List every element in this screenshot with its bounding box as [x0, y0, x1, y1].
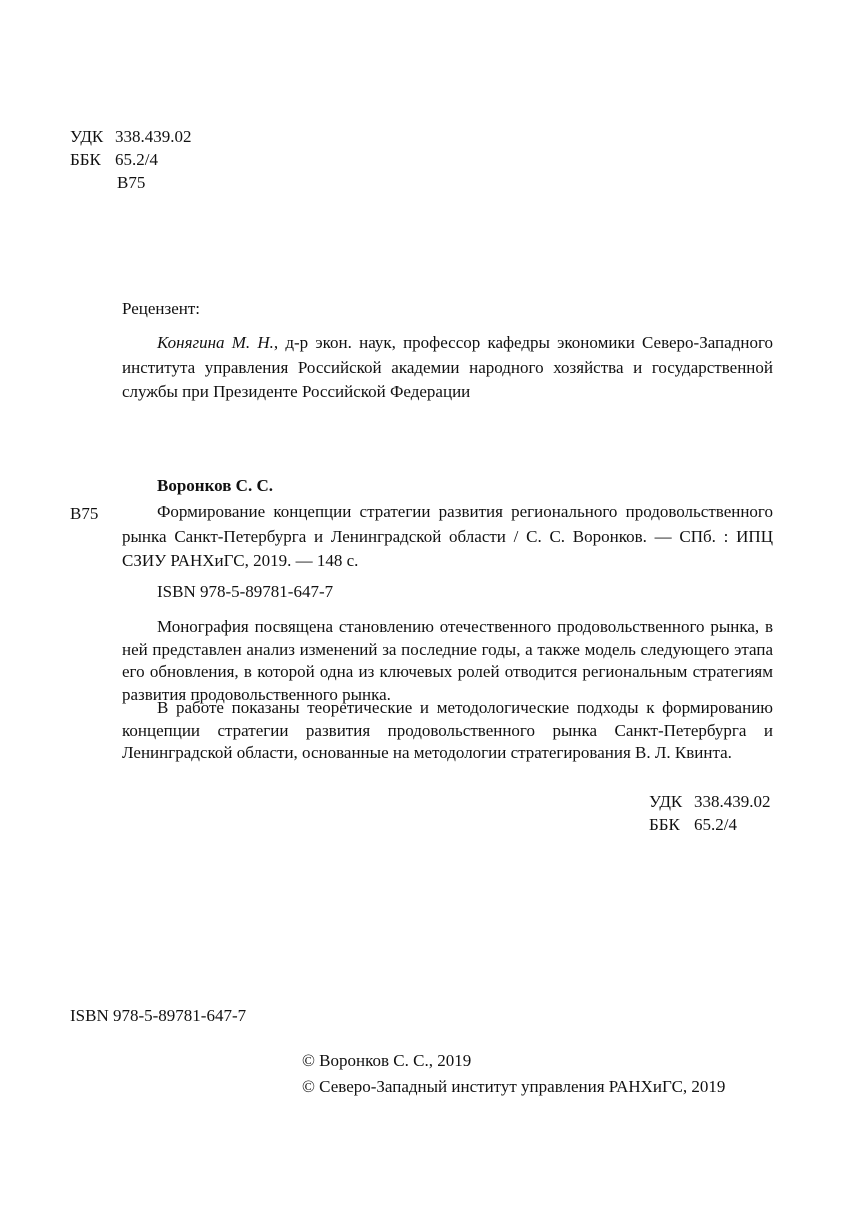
abstract-paragraph-2: В работе показаны теоретические и методологические подходы к формированию концепции стратегии развития продовольственного рынка Санкт-Петербурга и Ленинградской области, основанные на методологии стратегирования В. Л. Квинта. [122, 698, 773, 762]
bibliographic-description: Формирование концепции стратегии развития регионального продовольственного рынка Санкт-Петербурга и Ленинградской области / С. С. Воронков. — СПб. : ИПЦ СЗИУ РАНХиГС, 2019. — 148 с. [122, 502, 773, 570]
reviewer-text [122, 331, 773, 405]
reviewer-details: , д-р экон. наук, профессор кафедры экономики Северо-Западного института управления Российской академии народного хозяйства и государственной службы при Президенте Российской Федерации [122, 333, 773, 401]
abstract-paragraph-1: Монография посвящена становлению отечественного продовольственного рынка, в ней представлен анализ изменений за последние годы, а также модель следующего этапа его обновления, в которой одна из ключевых ролей отводится региональным стратегиям развития продовольственного рынка. [122, 617, 773, 704]
udk-label: УДК [70, 127, 104, 146]
bbk-label: ББК [70, 150, 101, 169]
bottom-bbk-label: ББК [649, 815, 680, 834]
bottom-classification-codes [649, 790, 771, 836]
udk-value: 338.439.02 [115, 127, 192, 146]
bottom-udk-line [649, 790, 771, 813]
author-name: Воронков С. С. [157, 476, 273, 495]
record-author-mark: В75 [70, 504, 99, 523]
reviewer-name: Конягина М. Н. [157, 333, 274, 352]
bbk-line [70, 148, 192, 171]
copyright-institution: Северо-Западный институт управления РАНХиГС, 2019 [319, 1077, 726, 1096]
copyright-line-2 [302, 1074, 725, 1100]
bottom-udk-label: УДК [649, 792, 683, 811]
top-classification-codes [70, 125, 192, 171]
bottom-bbk-value: 65.2/4 [694, 815, 737, 834]
reviewer-heading: Рецензент: [122, 299, 201, 318]
author-heading [157, 474, 273, 498]
udk-line [70, 125, 192, 148]
record-isbn: ISBN 978-5-89781-647-7 [157, 582, 334, 601]
bbk-value: 65.2/4 [115, 150, 158, 169]
copyright-line-1 [302, 1048, 471, 1074]
footer-isbn: ISBN 978-5-89781-647-7 [70, 1006, 247, 1025]
copyright-author: Воронков С. С., 2019 [319, 1051, 472, 1070]
top-author-mark: В75 [117, 173, 146, 192]
bottom-bbk-line [649, 813, 771, 836]
bottom-udk-value: 338.439.02 [694, 792, 771, 811]
copyright-symbol-icon: © [302, 1051, 315, 1070]
copyright-symbol-icon: © [302, 1077, 315, 1096]
